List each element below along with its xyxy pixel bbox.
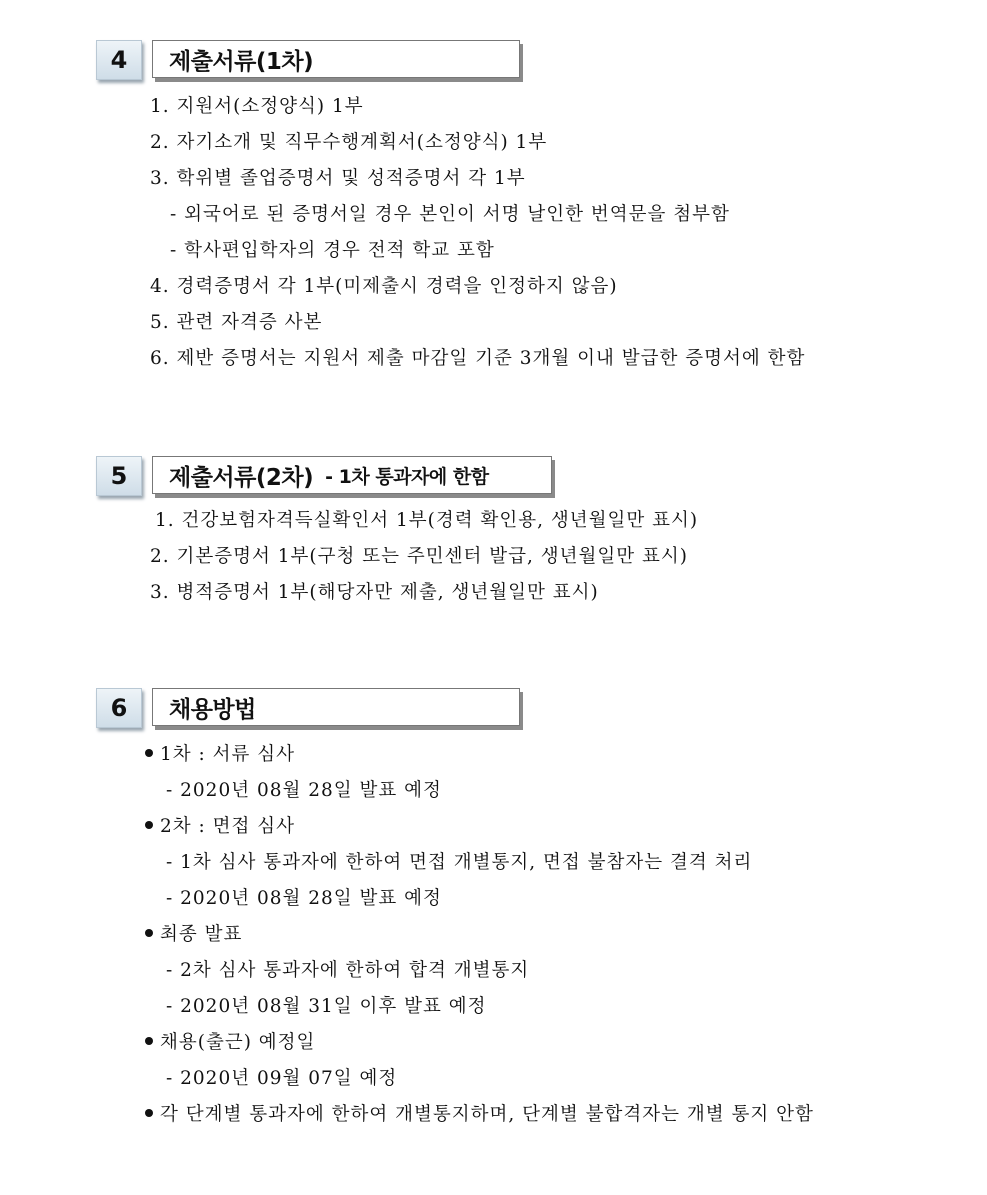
section-title-box	[152, 456, 552, 494]
list-item: - 2020년 08월 31일 이후 발표 예정	[166, 996, 487, 1017]
list-item: - 2020년 08월 28일 발표 예정	[166, 780, 442, 801]
section-title: 제출서류(1차)	[152, 40, 520, 78]
section-number-badge: 6	[96, 688, 142, 728]
section-subtitle: - 1차 통과자에 한함	[325, 465, 489, 488]
list-item: - 학사편입학자의 경우 전적 학교 포함	[170, 240, 495, 261]
bullet-item: 최종 발표	[145, 920, 242, 946]
list-item: - 2020년 08월 28일 발표 예정	[166, 888, 442, 909]
list-item: 2. 기본증명서 1부(구청 또는 주민센터 발급, 생년월일만 표시)	[150, 546, 688, 567]
section-number-badge: 4	[96, 40, 142, 80]
bullet-item: 2차 : 면접 심사	[145, 812, 295, 838]
list-item: 1. 건강보험자격득실확인서 1부(경력 확인용, 생년월일만 표시)	[155, 510, 699, 531]
list-item: - 2차 심사 통과자에 한하여 합격 개별통지	[166, 960, 530, 981]
section-number-badge: 5	[96, 456, 142, 496]
list-item: - 외국어로 된 증명서일 경우 본인이 서명 날인한 번역문을 첨부함	[170, 204, 730, 225]
list-item: 1. 지원서(소정양식) 1부	[150, 96, 364, 117]
list-item: 4. 경력증명서 각 1부(미제출시 경력을 인정하지 않음)	[150, 276, 618, 297]
list-item: - 2020년 09월 07일 예정	[166, 1068, 398, 1089]
list-item: 5. 관련 자격증 사본	[150, 312, 323, 333]
section-title: 채용방법	[152, 688, 520, 726]
list-item: 3. 병적증명서 1부(해당자만 제출, 생년월일만 표시)	[150, 582, 599, 603]
list-item: 2. 자기소개 및 직무수행계획서(소정양식) 1부	[150, 132, 548, 153]
list-item: 3. 학위별 졸업증명서 및 성적증명서 각 1부	[150, 168, 526, 189]
bullet-item: 각 단계별 통과자에 한하여 개별통지하며, 단계별 불합격자는 개별 통지 안함	[145, 1100, 814, 1126]
bullet-item: 채용(출근) 예정일	[145, 1028, 315, 1054]
bullet-item: 1차 : 서류 심사	[145, 740, 295, 766]
section-title: 제출서류(2차)	[169, 464, 314, 491]
list-item: - 1차 심사 통과자에 한하여 면접 개별통지, 면접 불참자는 결격 처리	[166, 852, 753, 873]
list-item: 6. 제반 증명서는 지원서 제출 마감일 기준 3개월 이내 발급한 증명서에 한함	[150, 348, 806, 369]
